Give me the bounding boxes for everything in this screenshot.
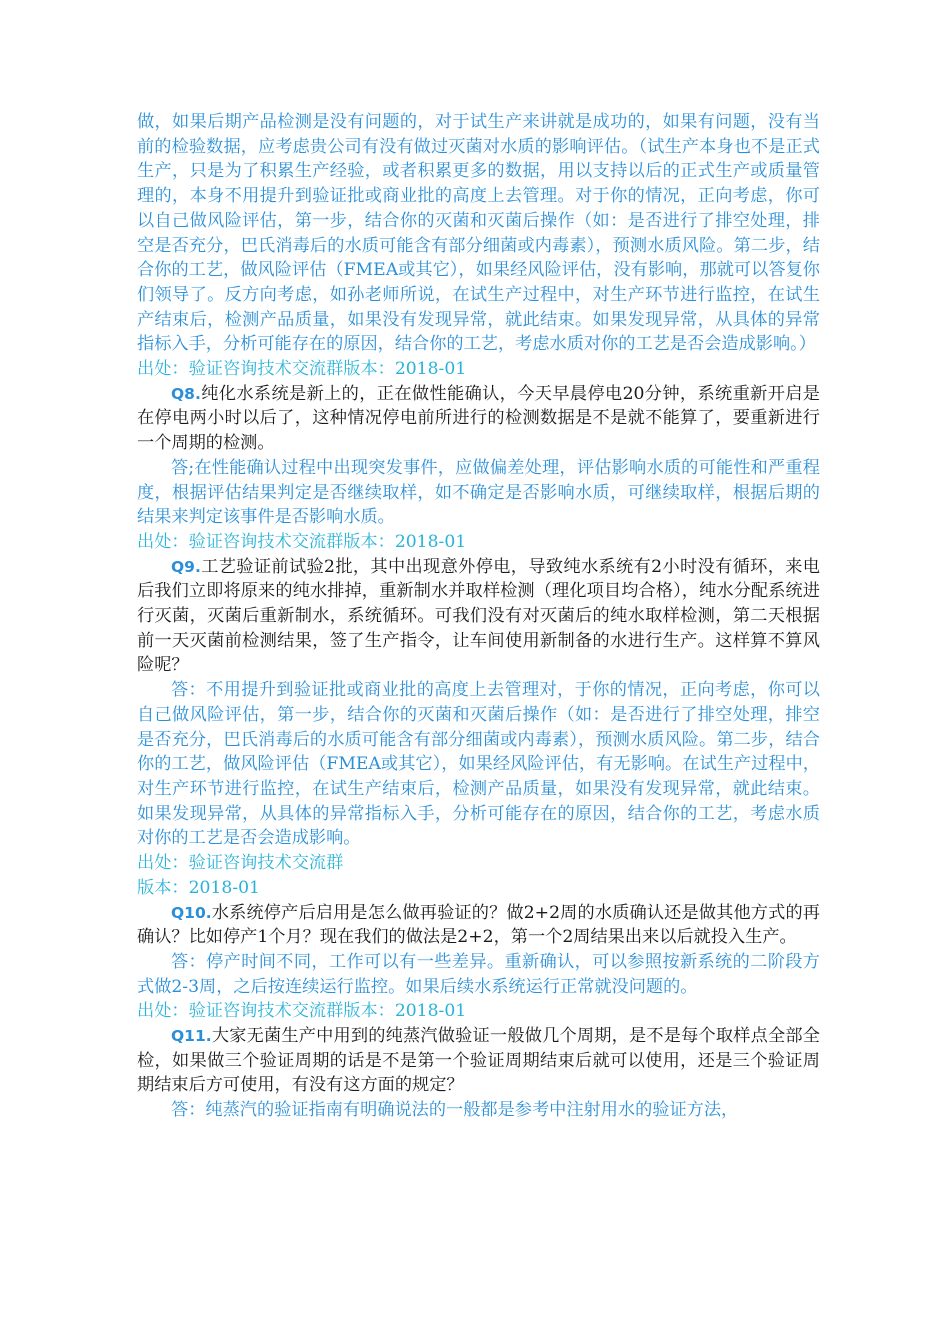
- answer-q8: 答;在性能确认过程中出现突发事件，应做偏差处理，评估影响水质的可能性和严重程度，根据评估结果判定是否继续取样，如不确定是否影响水质，可继续取样，根据后期的结果来判定该事件是否影响水质。: [137, 457, 820, 528]
- question-label: Q9.: [171, 557, 201, 576]
- document-page: [137, 110, 820, 1123]
- question-text: 大家无菌生产中用到的纯蒸汽做验证一般做几个周期，是不是每个取样点全部全检，如果做三个验证周期的话是不是第一个验证周期结束后就可以使用，还是三个验证周期结束后方可使用，有没有这方面的规定？: [137, 1026, 820, 1096]
- question-text: 工艺验证前试验2批，其中出现意外停电，导致纯水系统有2小时没有循环，来电后我们立即将原来的纯水排掉，重新制水并取样检测（理化项目均合格），纯水分配系统进行灭菌，灭菌后重新制水，系统循环。可我们没有对灭菌后的纯水取样检测，第二天根据前一天灭菌前检测结果，签了生产指令，让车间使用新制备的水进行生产。这样算不算风险呢？: [137, 556, 820, 676]
- question-q11: [137, 1024, 820, 1098]
- source-q10: 出处：验证咨询技术交流群版本：2018-01: [137, 1001, 467, 1022]
- question-text: 纯化水系统是新上的，正在做性能确认，今天早晨停电20分钟，系统重新开启是在停电两小时以后了，这种情况停电前所进行的检测数据是不是就不能算了，要重新进行一个周期的检测。: [137, 383, 820, 454]
- version-q9: 版本：2018-01: [137, 877, 260, 898]
- question-q10: [137, 901, 820, 950]
- intro-answer: 做，如果后期产品检测是没有问题的，对于试生产来讲就是成功的，如果有问题，没有当前的检验数据，应考虑贵公司有没有做过灭菌对水质的影响评估。（试生产本身也不是正式生产，只是为了积累生产经验，或者积累更多的数据，用以支持以后的正式生产或质量管理的，本身不用提升到验证批或商业批的高度上去管理。对于你的情况，正向考虑，你可以自己做风险评估，第一步，结合你的灭菌和灭菌后操作（如：是否进行了排空处理，排空是否充分，巴氏消毒后的水质可能含有部分细菌或内毒素），预测水质风险。第二步，结合你的工艺，做风险评估（FMEA或其它），如果经风险评估，没有影响，那就可以答复你们领导了。反方向考虑，如孙老师所说，在试生产过程中，对生产环节进行监控，在试生产结束后，检测产品质量，如果没有发现异常，就此结束。如果发现异常，从具体的异常指标入手，分析可能存在的原因，结合你的工艺，考虑水质对你的工艺是否会造成影响。）: [137, 112, 820, 355]
- answer-q10: 答：停产时间不同，工作可以有一些差异。重新确认，可以参照按新系统的二阶段方式做2-3周，之后按连续运行监控。如果后续水系统运行正常就没问题的。: [137, 951, 820, 997]
- question-label: Q8.: [171, 384, 201, 403]
- answer-q9: 答：不用提升到验证批或商业批的高度上去管理对，于你的情况，正向考虑，你可以自己做风险评估，第一步，结合你的灭菌和灭菌后操作（如：是否进行了排空处理，排空是否充分，巴氏消毒后的水质可能含有部分细菌或内毒素），预测水质风险。第二步，结合你的工艺，做风险评估（FMEA或其它），如果经风险评估，有无影响。在试生产过程中，对生产环节进行监控，在试生产结束后，检测产品质量，如果没有发现异常，就此结束。如果发现异常，从具体的异常指标入手，分析可能存在的原因，结合你的工艺，考虑水质对你的工艺是否会造成影响。: [137, 680, 820, 849]
- answer-q11: 答：纯蒸汽的验证指南有明确说法的一般都是参考中注射用水的验证方法，: [171, 1100, 739, 1121]
- source-q8: 出处：验证咨询技术交流群版本：2018-01: [137, 531, 467, 552]
- question-text: 水系统停产后启用是怎么做再验证的？做2+2周的水质确认还是做其他方式的再确认？比如停产1个月？现在我们的做法是2+2，第一个2周结果出来以后就投入生产。: [137, 902, 820, 948]
- source-q9: 出处：验证咨询技术交流群: [137, 853, 344, 874]
- question-q9: [137, 555, 820, 679]
- intro-source: 出处：验证咨询技术交流群版本：2018-01: [137, 359, 467, 380]
- question-label: Q10.: [171, 903, 212, 922]
- question-label: Q11.: [171, 1027, 212, 1046]
- question-q8: [137, 382, 820, 456]
